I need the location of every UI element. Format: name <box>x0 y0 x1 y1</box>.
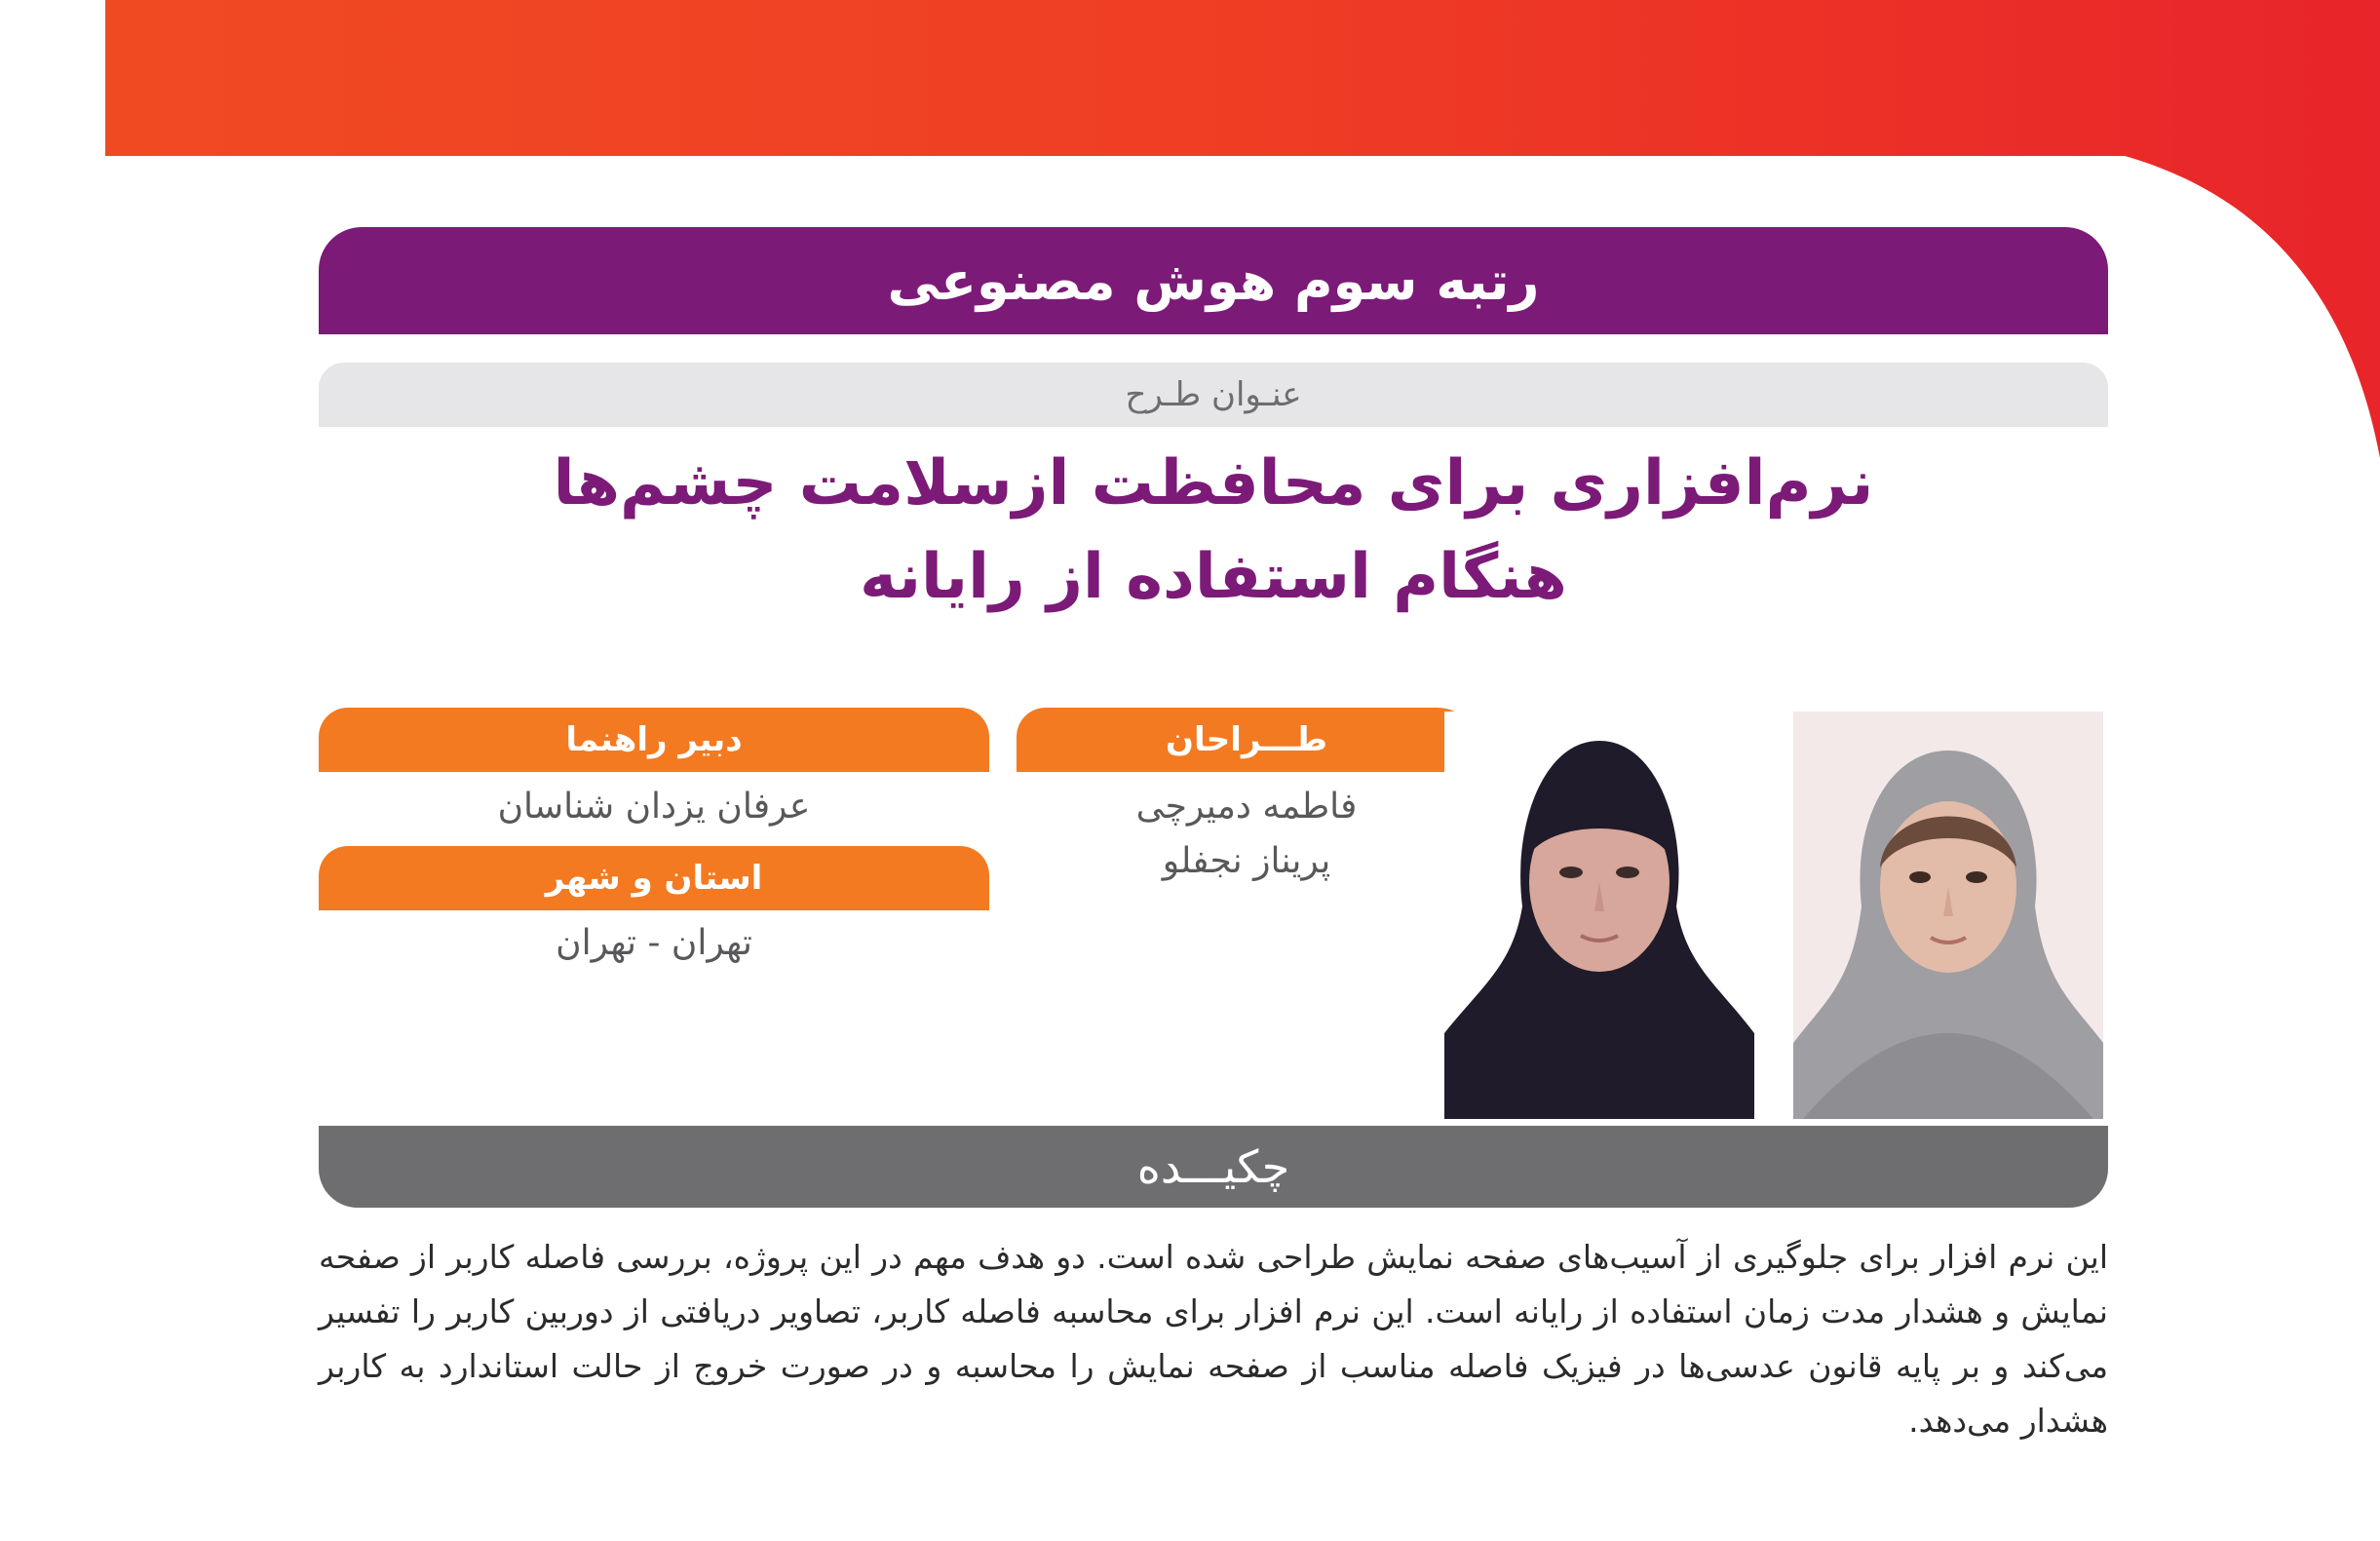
designers-tab <box>1017 708 1477 772</box>
advisor-label: دبیر راهنما <box>565 720 743 759</box>
designers-label: طـــراحان <box>1166 720 1327 759</box>
designer-photo-2 <box>1793 712 2103 1119</box>
abstract-label: چکیـــده <box>1136 1140 1290 1193</box>
designer-name-2: پریناز نجفلو <box>1162 841 1331 881</box>
location-label: استان و شهر <box>545 859 763 898</box>
rank-banner <box>319 227 2108 334</box>
designer-photo-1 <box>1444 712 1754 1119</box>
topic-label: عنـوان طـرح <box>1125 375 1302 414</box>
title-line-1: نرم‌افزاری برای محافظت ازسلامت چشم‌ها <box>553 447 1874 520</box>
advisor-name: عرفان یزدان شناسان <box>497 787 811 827</box>
abstract-header <box>319 1126 2108 1208</box>
abstract-text: این نرم افزار برای جلوگیری از آسیب‌های صفحه نمایش طراحی شده است. دو هدف مهم در این پروژه، بررسی فاصله کاربر از صفحه نمایش و هشدار مدت زمان استفاده از رایانه است. این نرم افزار برای محاسبه فاصله کاربر، تصاویر دریافتی از دوربین کاربر را تفسیر می‌کند و بر پایه قانون عدسی‌ها در فیزیک فاصله مناسب از صفحه نمایش را محاسبه و در صورت خروج از حالت استاندارد به کاربر هشدار می‌دهد. <box>319 1238 2108 1440</box>
designer-name-1: فاطمه دمیرچی <box>1135 787 1358 827</box>
title-line-2: هنگام استفاده از رایانه <box>860 541 1567 613</box>
location-value: تهران - تهران <box>556 923 752 963</box>
project-title <box>319 437 2108 624</box>
advisor-tab <box>319 708 989 772</box>
topic-label-bar <box>319 363 2108 427</box>
designers-names <box>1017 780 1477 889</box>
rank-text: رتبه سوم هوش مصنوعی <box>887 250 1540 312</box>
location-tab <box>319 846 989 910</box>
